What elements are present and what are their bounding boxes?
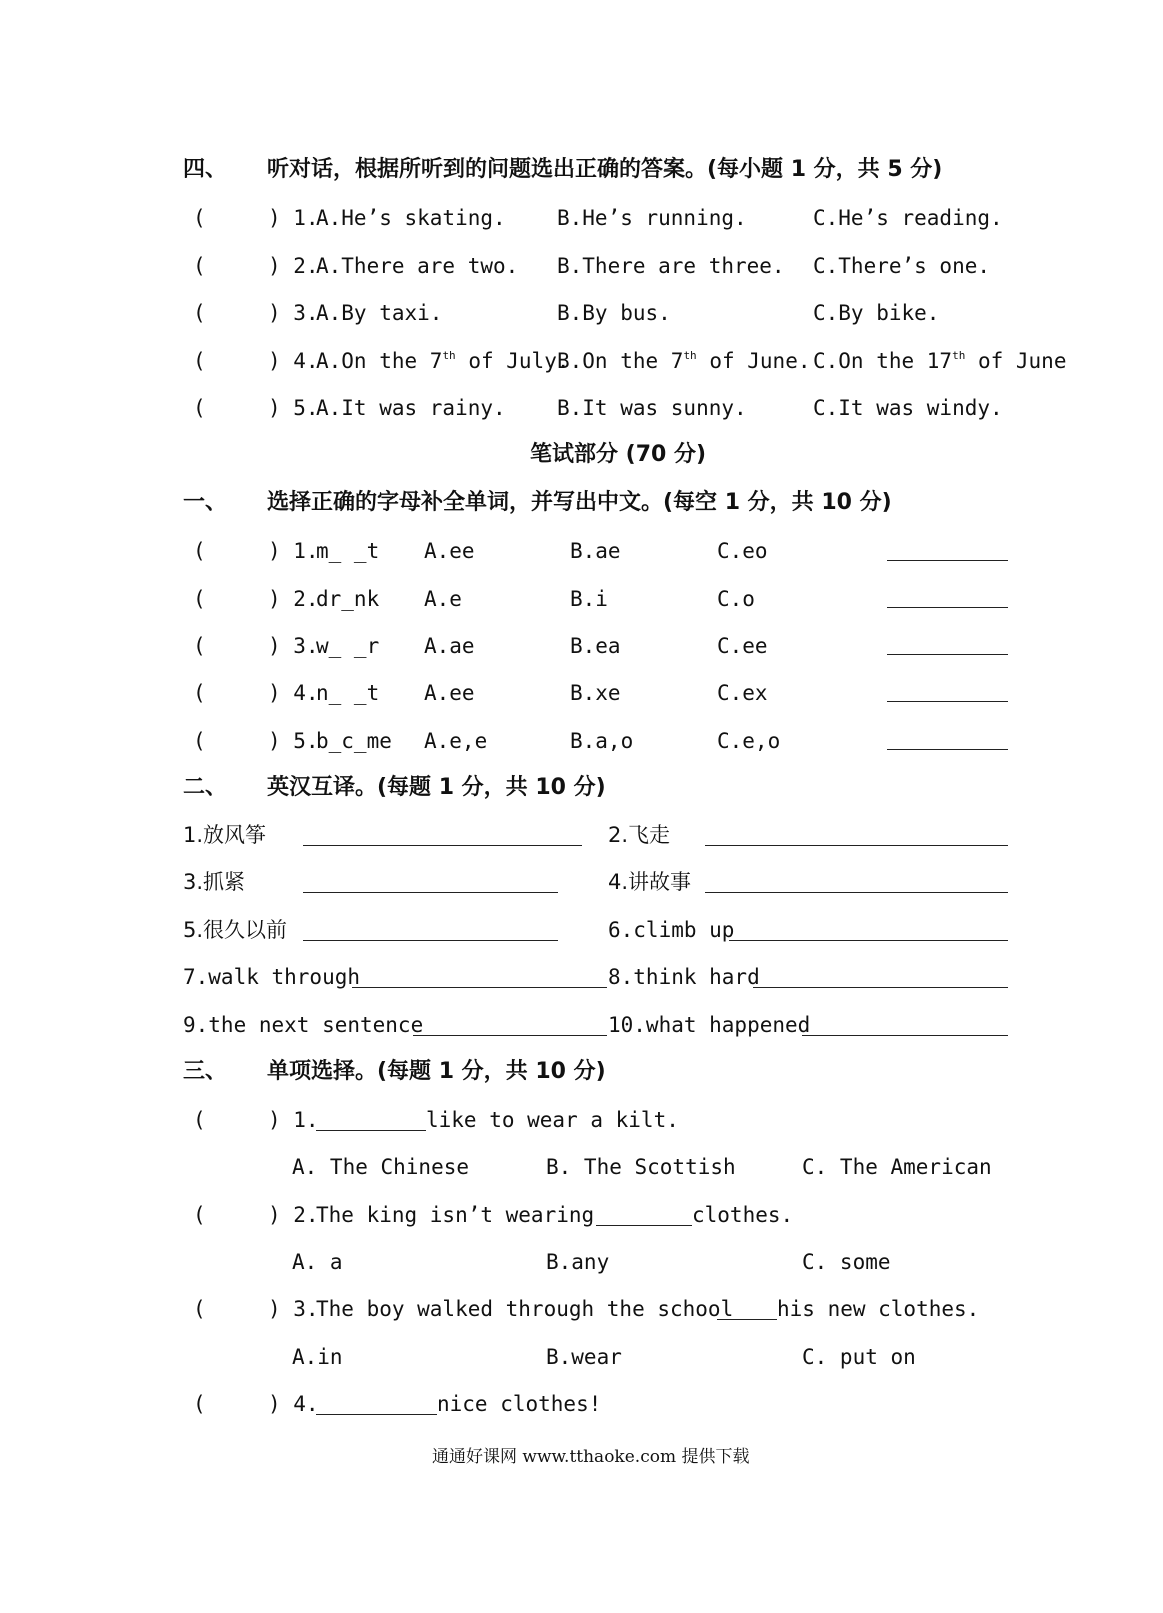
question-number: ) 3. (268, 1297, 319, 1321)
translation-blank[interactable] (802, 1035, 1008, 1036)
question-number: ) 2. (268, 587, 319, 611)
option-c: C. put on (802, 1345, 916, 1369)
chinese-answer-blank[interactable] (887, 701, 1008, 702)
answer-paren[interactable]: ( (193, 254, 206, 278)
chinese-answer-blank[interactable] (887, 749, 1008, 750)
option-a: A.ee (424, 681, 475, 705)
option-c: C. some (802, 1250, 891, 1274)
chinese-answer-blank[interactable] (887, 560, 1008, 561)
translation-blank[interactable] (729, 940, 1008, 941)
question-number: ) 2. (268, 254, 319, 278)
question-number: ) 3. (268, 301, 319, 325)
translation-blank[interactable] (413, 1035, 607, 1036)
option-a: A. The Chinese (292, 1155, 470, 1179)
answer-paren[interactable]: ( (193, 396, 206, 420)
option-a: A.ae (424, 634, 475, 658)
option-c: C.ee (717, 634, 768, 658)
answer-paren[interactable]: ( (193, 1203, 206, 1227)
answer-paren[interactable]: ( (193, 681, 206, 705)
section2-instruction: 英汉互译。(每题 1 分，共 10 分) (267, 775, 606, 800)
question-text: The king isn’t wearing (316, 1203, 595, 1227)
question-number: ) 5. (268, 396, 319, 420)
question-number: ) 3. (268, 634, 319, 658)
question-text: like to wear a kilt. (426, 1108, 679, 1132)
fill-in-blank[interactable] (316, 1414, 437, 1415)
answer-paren[interactable]: ( (193, 1297, 206, 1321)
option-a: A.e (424, 587, 462, 611)
word-with-gaps: b_c_me (316, 729, 392, 753)
translation-blank[interactable] (303, 892, 558, 893)
translation-blank[interactable] (753, 987, 1008, 988)
answer-paren[interactable]: ( (193, 349, 206, 373)
option-c: C.On the 17th of June (813, 349, 1067, 373)
translation-prompt: 1.放风筝 (183, 823, 267, 847)
answer-paren[interactable]: ( (193, 1392, 206, 1416)
question-number: ) 2. (268, 1203, 319, 1227)
answer-paren[interactable]: ( (193, 729, 206, 753)
translation-blank[interactable] (705, 845, 1008, 846)
fill-in-blank[interactable] (316, 1130, 426, 1131)
translation-prompt: 8.think hard (608, 965, 760, 989)
option-a: A.There are two. (316, 254, 519, 278)
question-text: The boy walked through the school (316, 1297, 734, 1321)
footer-source: 通通好课网 www.tthaoke.com 提供下载 (432, 1447, 750, 1467)
chinese-answer-blank[interactable] (887, 654, 1008, 655)
word-with-gaps: dr_nk (316, 587, 380, 611)
translation-prompt: 7.walk through (183, 965, 361, 989)
option-c: C. The American (802, 1155, 992, 1179)
section4-number: 四、 (183, 157, 228, 182)
option-a: A.On the 7th of July. (316, 349, 570, 373)
answer-paren[interactable]: ( (193, 301, 206, 325)
translation-prompt: 6.climb up (608, 918, 735, 942)
option-c: C.There’s one. (813, 254, 991, 278)
option-a: A.in (292, 1345, 343, 1369)
question-number: ) 1. (268, 539, 319, 563)
option-a: A.It was rainy. (316, 396, 506, 420)
answer-paren[interactable]: ( (193, 206, 206, 230)
option-a: A.He’s skating. (316, 206, 506, 230)
word-with-gaps: n_ _t (316, 681, 380, 705)
section1-number: 一、 (183, 490, 228, 515)
option-a: A.ee (424, 539, 475, 563)
translation-prompt: 9.the next sentence (183, 1013, 424, 1037)
question-number: ) 4. (268, 349, 319, 373)
translation-prompt: 10.what happened (608, 1013, 811, 1037)
answer-paren[interactable]: ( (193, 634, 206, 658)
option-b: B.There are three. (557, 254, 785, 278)
option-b: B.On the 7th of June. (557, 349, 811, 373)
section3-instruction: 单项选择。(每题 1 分，共 10 分) (267, 1059, 606, 1084)
answer-paren[interactable]: ( (193, 539, 206, 563)
question-number: ) 5. (268, 729, 319, 753)
question-number: ) 1. (268, 1108, 319, 1132)
translation-prompt: 2.飞走 (608, 823, 671, 847)
question-text: nice clothes! (437, 1392, 602, 1416)
section1-instruction: 选择正确的字母补全单词，并写出中文。(每空 1 分，共 10 分) (267, 490, 892, 515)
section3-number: 三、 (183, 1059, 228, 1084)
option-b: B.ea (570, 634, 621, 658)
word-with-gaps: m_ _t (316, 539, 380, 563)
chinese-answer-blank[interactable] (887, 607, 1008, 608)
option-c: C.eo (717, 539, 768, 563)
option-c: C.He’s reading. (813, 206, 1003, 230)
word-with-gaps: w_ _r (316, 634, 380, 658)
option-b: B.xe (570, 681, 621, 705)
translation-prompt: 5.很久以前 (183, 918, 288, 942)
answer-paren[interactable]: ( (193, 1108, 206, 1132)
option-c: C.It was windy. (813, 396, 1003, 420)
option-b: B.a,o (570, 729, 634, 753)
option-c: C.e,o (717, 729, 781, 753)
option-c: C.By bike. (813, 301, 940, 325)
question-number: ) 4. (268, 681, 319, 705)
question-text-end: clothes. (692, 1203, 794, 1227)
option-b: B.ae (570, 539, 621, 563)
answer-paren[interactable]: ( (193, 587, 206, 611)
option-a: A. a (292, 1250, 343, 1274)
option-b: B.He’s running. (557, 206, 747, 230)
option-b: B.i (570, 587, 608, 611)
translation-blank[interactable] (303, 940, 558, 941)
option-b: B.any (546, 1250, 610, 1274)
option-b: B.It was sunny. (557, 396, 747, 420)
option-a: A.By taxi. (316, 301, 443, 325)
translation-blank[interactable] (705, 892, 1008, 893)
option-c: C.o (717, 587, 755, 611)
question-text-end: his new clothes. (777, 1297, 980, 1321)
option-b: B. The Scottish (546, 1155, 736, 1179)
option-b: B.wear (546, 1345, 622, 1369)
fill-in-blank[interactable] (596, 1225, 692, 1226)
fill-in-blank[interactable] (717, 1319, 777, 1320)
question-number: ) 1. (268, 206, 319, 230)
translation-prompt: 3.抓紧 (183, 870, 246, 894)
option-b: B.By bus. (557, 301, 671, 325)
translation-blank[interactable] (352, 987, 607, 988)
option-a: A.e,e (424, 729, 488, 753)
written-part-title: 笔试部分 (70 分) (530, 442, 707, 467)
option-c: C.ex (717, 681, 768, 705)
section4-instruction: 听对话，根据所听到的问题选出正确的答案。(每小题 1 分，共 5 分) (267, 157, 943, 182)
question-number: ) 4. (268, 1392, 319, 1416)
translation-blank[interactable] (303, 845, 582, 846)
section2-number: 二、 (183, 775, 228, 800)
translation-prompt: 4.讲故事 (608, 870, 692, 894)
